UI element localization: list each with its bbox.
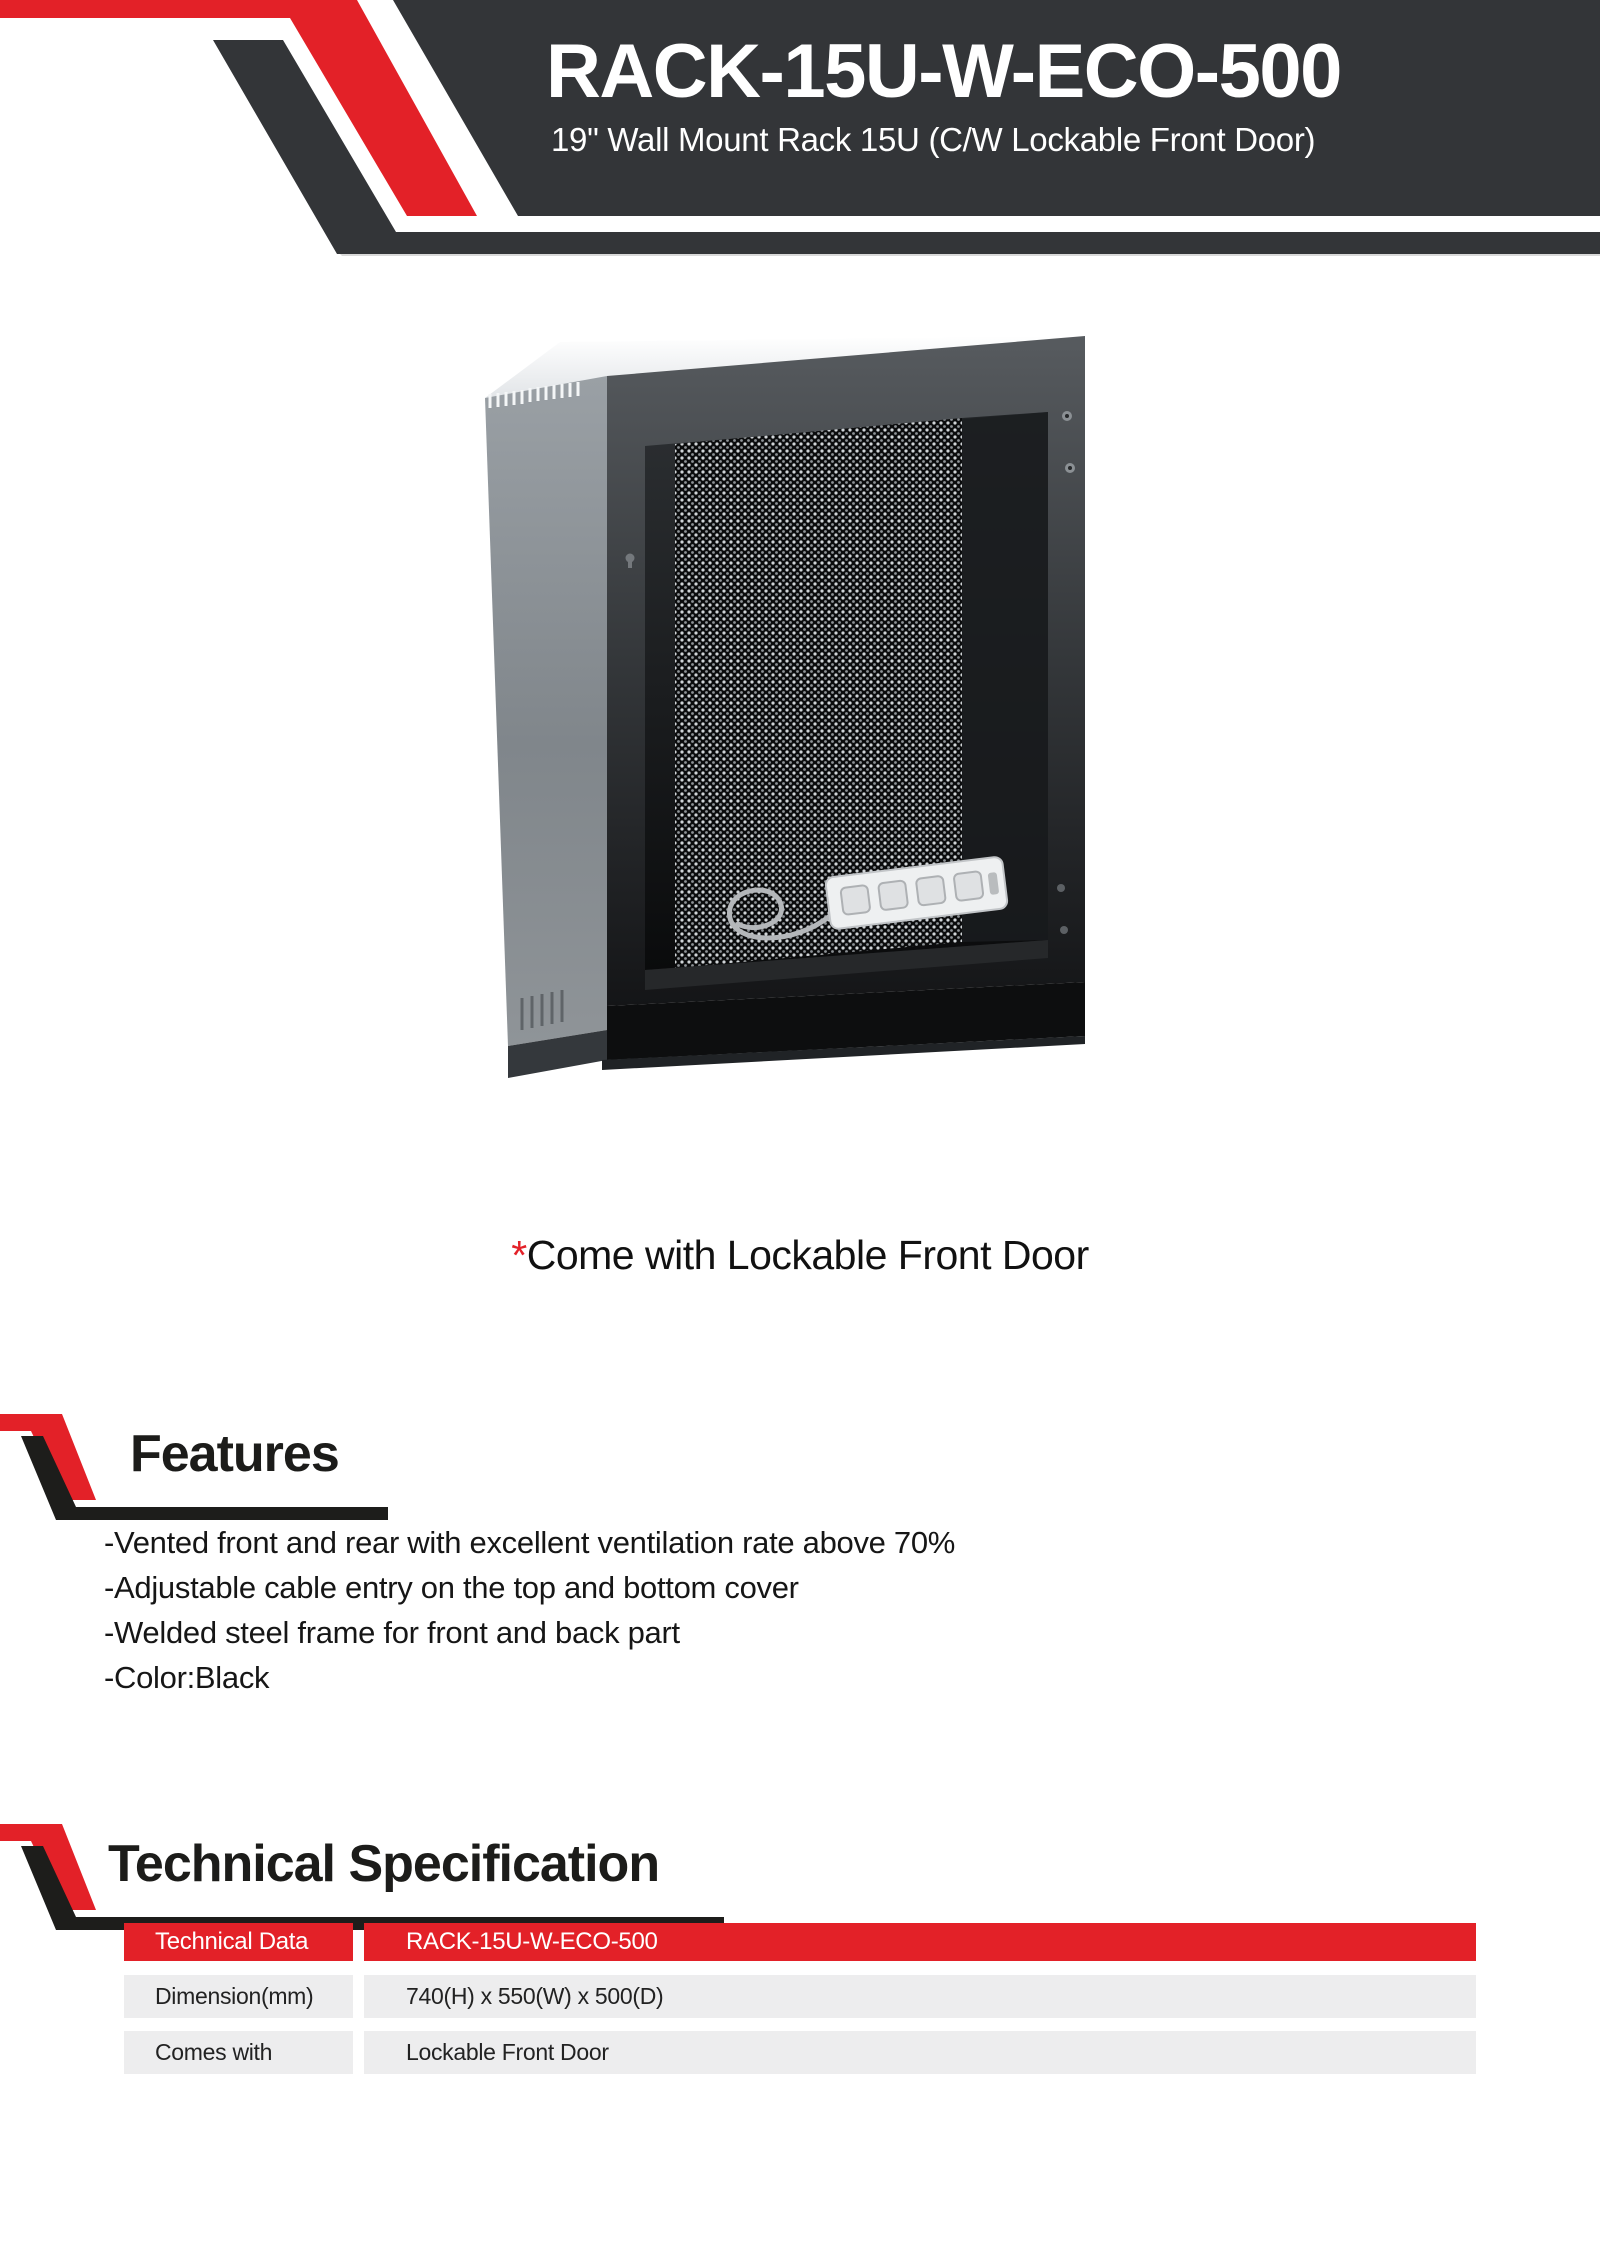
specs-heading: Technical Specification [108,1835,660,1893]
column-gap [353,2031,364,2074]
caption-asterisk: * [511,1232,527,1278]
product-image-rack-illustration [470,330,1090,1150]
spec-table-row [124,2031,1476,2074]
feature-item: -Color:Black [104,1660,270,1695]
spec-table-row [124,1975,1476,2018]
spec-row-value: 740(H) x 550(W) x 500(D) [364,1975,1476,2018]
column-gap [353,1923,364,1961]
spec-row-value: Lockable Front Door [364,2031,1476,2074]
spec-table-header-row [124,1923,1476,1961]
header-hairline [340,254,1600,256]
product-caption [0,1232,1600,1279]
rack-side-panel [485,376,607,1046]
spec-table [124,1923,1476,2074]
feature-item: -Adjustable cable entry on the top and bottom cover [104,1570,799,1605]
feature-item: -Welded steel frame for front and back part [104,1615,680,1650]
spec-table-header-col2: RACK-15U-W-ECO-500 [364,1923,1476,1961]
features-heading: Features [130,1425,339,1483]
spec-row-label: Dimension(mm) [124,1975,353,2018]
page-title: RACK-15U-W-ECO-500 [546,29,1341,114]
caption-text: Come with Lockable Front Door [526,1232,1089,1278]
page-subtitle: 19" Wall Mount Rack 15U (C/W Lockable Front Door) [551,121,1316,158]
spec-row-label: Comes with [124,2031,353,2074]
column-gap [353,1975,364,2018]
features-list [104,1520,955,1700]
header-red-stripe [0,0,477,216]
feature-item: -Vented front and rear with excellent ventilation rate above 70% [104,1525,956,1560]
spec-table-header-col1: Technical Data [124,1923,353,1961]
